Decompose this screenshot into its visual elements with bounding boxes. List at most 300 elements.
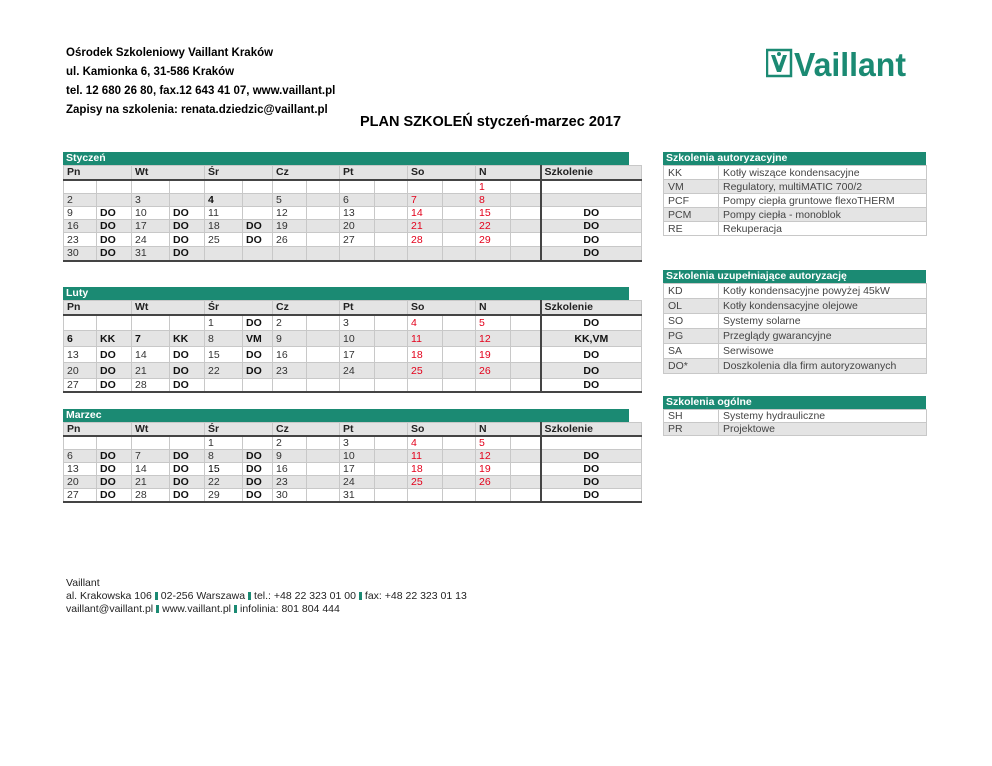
day-training-code: [443, 180, 476, 194]
day-number: [408, 247, 443, 261]
day-number: 20: [64, 363, 97, 379]
day-training-code: DO: [243, 363, 273, 379]
day-number: 1: [205, 436, 243, 450]
day-number: [408, 379, 443, 393]
day-number: 3: [340, 315, 375, 331]
training-header: Szkolenie: [541, 301, 642, 315]
day-number: [273, 180, 307, 194]
day-number: 21: [408, 220, 443, 233]
day-number: 16: [64, 220, 97, 233]
day-number: 24: [132, 233, 170, 247]
day-number: 5: [476, 436, 511, 450]
day-number: [205, 180, 243, 194]
day-training-code: DO: [97, 247, 132, 261]
day-training-code: DO: [243, 233, 273, 247]
weekday-header: Wt: [132, 423, 205, 437]
weekday-header: Pt: [340, 166, 408, 180]
legend-general: [663, 396, 926, 436]
day-number: 17: [340, 463, 375, 476]
day-number: [273, 247, 307, 261]
weekday-header: So: [408, 301, 476, 315]
day-training-code: [375, 315, 408, 331]
day-number: 26: [273, 233, 307, 247]
day-number: 19: [273, 220, 307, 233]
legend-description: Pompy ciepła gruntowe flexoTHERM: [719, 194, 927, 208]
day-number: [476, 489, 511, 503]
day-number: 21: [132, 363, 170, 379]
legend-title: Szkolenia ogólne: [663, 396, 926, 409]
day-training-code: DO: [243, 315, 273, 331]
legend-description: Regulatory, multiMATIC 700/2: [719, 180, 927, 194]
legend-row: [664, 344, 927, 359]
week-training: DO: [541, 379, 642, 393]
footer-phone: tel.: +48 22 323 01 00: [254, 590, 356, 602]
week-row: [64, 220, 642, 233]
legend-description: Kotły kondensacyjne olejowe: [719, 299, 927, 314]
week-training: DO: [541, 476, 642, 489]
day-training-code: DO: [170, 363, 205, 379]
day-number: 10: [340, 331, 375, 347]
day-number: 29: [205, 489, 243, 503]
weekday-header: Śr: [205, 166, 273, 180]
calendar-january: [63, 152, 629, 262]
day-training-code: [443, 347, 476, 363]
legend-code: DO*: [664, 359, 719, 374]
day-training-code: [307, 347, 340, 363]
day-training-code: [97, 315, 132, 331]
legend-code: PG: [664, 329, 719, 344]
day-number: 28: [408, 233, 443, 247]
day-number: 31: [132, 247, 170, 261]
day-number: 18: [408, 463, 443, 476]
legend-description: Systemy hydrauliczne: [719, 410, 927, 423]
weekday-header: Wt: [132, 301, 205, 315]
day-training-code: [307, 489, 340, 503]
day-number: 24: [340, 363, 375, 379]
day-training-code: [375, 436, 408, 450]
day-training-code: [443, 476, 476, 489]
day-training-code: DO: [170, 489, 205, 503]
day-training-code: [170, 180, 205, 194]
center-street: ul. Kamionka 6, 31-586 Kraków: [66, 66, 235, 78]
legend-description: Kotły wiszące kondensacyjne: [719, 166, 927, 180]
logo-wordmark: Vaillant: [794, 46, 906, 80]
weekday-header-row: [64, 166, 642, 180]
center-name: Ośrodek Szkoleniowy Vaillant Kraków: [66, 47, 274, 59]
day-training-code: [375, 463, 408, 476]
day-training-code: [243, 379, 273, 393]
day-training-code: DO: [97, 379, 132, 393]
legend-code: OL: [664, 299, 719, 314]
legend-description: Przeglądy gwarancyjne: [719, 329, 927, 344]
day-number: 23: [64, 233, 97, 247]
center-address-block: [66, 44, 335, 120]
day-number: 10: [132, 207, 170, 220]
day-training-code: [511, 436, 541, 450]
calendar-february: [63, 287, 629, 393]
day-training-code: [375, 379, 408, 393]
day-training-code: [511, 489, 541, 503]
day-training-code: [243, 194, 273, 207]
day-training-code: [443, 331, 476, 347]
day-number: 3: [132, 194, 170, 207]
week-training: DO: [541, 207, 642, 220]
calendar-march: [63, 409, 629, 503]
legend-code: SO: [664, 314, 719, 329]
day-training-code: [511, 347, 541, 363]
weekday-header: Cz: [273, 423, 340, 437]
day-number: 26: [476, 476, 511, 489]
day-training-code: DO: [97, 233, 132, 247]
day-number: 10: [340, 450, 375, 463]
day-training-code: [307, 379, 340, 393]
footer-address-line: [66, 590, 467, 603]
legend-code: RE: [664, 222, 719, 236]
day-number: 6: [340, 194, 375, 207]
day-training-code: KK: [97, 331, 132, 347]
legend-row: [664, 423, 927, 436]
day-training-code: [511, 463, 541, 476]
legend-row: [664, 180, 927, 194]
day-number: 16: [273, 463, 307, 476]
week-row: [64, 363, 642, 379]
weekday-header-row: [64, 301, 642, 315]
week-training: DO: [541, 489, 642, 503]
day-number: 9: [64, 207, 97, 220]
day-number: 6: [64, 331, 97, 347]
day-number: 4: [408, 315, 443, 331]
day-number: [408, 180, 443, 194]
day-number: 26: [476, 363, 511, 379]
day-training-code: DO: [170, 247, 205, 261]
day-number: 22: [205, 363, 243, 379]
day-training-code: DO: [170, 379, 205, 393]
weekday-header: So: [408, 423, 476, 437]
day-training-code: [97, 436, 132, 450]
day-training-code: [443, 379, 476, 393]
month-name: Styczeń: [63, 152, 629, 165]
day-number: 9: [273, 450, 307, 463]
week-row: [64, 194, 642, 207]
month-name: Marzec: [63, 409, 629, 422]
center-contact: tel. 12 680 26 80, fax.12 643 41 07, www.vaillant.pl: [66, 85, 336, 97]
day-number: 16: [273, 347, 307, 363]
day-training-code: [443, 363, 476, 379]
legend-row: [664, 314, 927, 329]
legend-description: Serwisowe: [719, 344, 927, 359]
day-number: 4: [408, 436, 443, 450]
footer-fax: fax: +48 22 323 01 13: [364, 590, 467, 602]
day-training-code: DO: [243, 450, 273, 463]
week-training: DO: [541, 247, 642, 261]
week-training: [541, 194, 642, 207]
day-number: 9: [273, 331, 307, 347]
day-number: [205, 379, 243, 393]
footer-email[interactable]: vaillant@vaillant.pl: [66, 603, 154, 615]
day-number: [273, 379, 307, 393]
day-training-code: [511, 233, 541, 247]
day-training-code: [511, 331, 541, 347]
day-number: 18: [408, 347, 443, 363]
day-training-code: DO: [170, 463, 205, 476]
day-training-code: VM: [243, 331, 273, 347]
day-number: 19: [476, 463, 511, 476]
day-number: 11: [205, 207, 243, 220]
day-number: 7: [132, 450, 170, 463]
weekday-header: Pt: [340, 301, 408, 315]
week-row: [64, 331, 642, 347]
legend-row: [664, 208, 927, 222]
weekday-header: Pn: [64, 423, 132, 437]
week-row: [64, 476, 642, 489]
day-number: 28: [132, 379, 170, 393]
weekday-header: Cz: [273, 301, 340, 315]
day-number: 24: [340, 476, 375, 489]
day-training-code: [375, 450, 408, 463]
day-number: 4: [205, 194, 243, 207]
legend-row: [664, 166, 927, 180]
day-number: 14: [132, 347, 170, 363]
weekday-header: Śr: [205, 423, 273, 437]
day-training-code: [443, 194, 476, 207]
day-number: 13: [64, 463, 97, 476]
legend-row: [664, 359, 927, 374]
day-number: 20: [64, 476, 97, 489]
legend-row: [664, 284, 927, 299]
day-training-code: [375, 489, 408, 503]
legend-description: Doszkolenia dla firm autoryzowanych: [719, 359, 927, 374]
day-training-code: [375, 247, 408, 261]
day-number: 8: [476, 194, 511, 207]
page-title: PLAN SZKOLEŃ styczeń-marzec 2017: [360, 114, 622, 130]
weekday-header: Pt: [340, 423, 408, 437]
week-training: KK,VM: [541, 331, 642, 347]
day-training-code: [511, 315, 541, 331]
day-number: 27: [64, 379, 97, 393]
day-training-code: [511, 220, 541, 233]
day-training-code: [443, 247, 476, 261]
day-training-code: [375, 363, 408, 379]
legend-row: [664, 194, 927, 208]
day-training-code: [511, 207, 541, 220]
day-number: 30: [273, 489, 307, 503]
footer-city: 02-256 Warszawa: [160, 590, 246, 602]
day-number: 1: [476, 180, 511, 194]
day-number: 12: [476, 450, 511, 463]
day-number: [340, 180, 375, 194]
weekday-header: So: [408, 166, 476, 180]
day-number: 15: [205, 347, 243, 363]
legend-description: Systemy solarne: [719, 314, 927, 329]
weekday-header: N: [476, 166, 541, 180]
footer-street: al. Krakowska 106: [66, 590, 152, 602]
footer-web-line: [66, 603, 467, 616]
day-number: 1: [205, 315, 243, 331]
day-training-code: DO: [243, 220, 273, 233]
day-training-code: KK: [170, 331, 205, 347]
week-training: [541, 180, 642, 194]
day-number: 22: [205, 476, 243, 489]
day-training-code: DO: [170, 476, 205, 489]
day-training-code: [307, 463, 340, 476]
day-number: 19: [476, 347, 511, 363]
day-training-code: [307, 315, 340, 331]
month-name: Luty: [63, 287, 629, 300]
day-training-code: [511, 450, 541, 463]
day-training-code: DO: [243, 347, 273, 363]
day-training-code: [375, 220, 408, 233]
day-training-code: DO: [170, 450, 205, 463]
legend-row: [664, 410, 927, 423]
day-training-code: DO: [97, 476, 132, 489]
week-row: [64, 180, 642, 194]
day-training-code: [307, 476, 340, 489]
day-training-code: DO: [243, 489, 273, 503]
day-number: 2: [64, 194, 97, 207]
day-training-code: DO: [97, 489, 132, 503]
legend-code: PR: [664, 423, 719, 436]
legend-code: VM: [664, 180, 719, 194]
week-row: [64, 436, 642, 450]
day-number: 5: [273, 194, 307, 207]
day-training-code: [375, 476, 408, 489]
day-training-code: DO: [97, 363, 132, 379]
day-training-code: [375, 347, 408, 363]
registration-email: Zapisy na szkolenia: renata.dziedzic@vaillant.pl: [66, 104, 328, 116]
day-training-code: [307, 247, 340, 261]
weekday-header: Pn: [64, 301, 132, 315]
day-number: [476, 247, 511, 261]
day-training-code: [375, 331, 408, 347]
day-number: [132, 436, 170, 450]
day-training-code: DO: [97, 450, 132, 463]
day-training-code: [511, 363, 541, 379]
legend-title: Szkolenia uzupełniające autoryzację: [663, 270, 926, 283]
legend-description: Pompy ciepła - monoblok: [719, 208, 927, 222]
day-number: [132, 180, 170, 194]
day-number: [64, 315, 97, 331]
day-number: 25: [408, 476, 443, 489]
footer-website[interactable]: www.vaillant.pl: [162, 603, 231, 615]
day-training-code: [307, 180, 340, 194]
day-training-code: [243, 247, 273, 261]
day-training-code: [511, 247, 541, 261]
week-row: [64, 247, 642, 261]
footer-hotline: infolinia: 801 804 444: [240, 603, 340, 615]
day-number: 12: [476, 331, 511, 347]
day-number: 11: [408, 331, 443, 347]
day-number: 27: [64, 489, 97, 503]
day-number: 15: [205, 463, 243, 476]
weekday-header: N: [476, 423, 541, 437]
day-training-code: DO: [97, 207, 132, 220]
day-number: 15: [476, 207, 511, 220]
footer: [66, 577, 467, 616]
day-training-code: DO: [170, 220, 205, 233]
day-training-code: [443, 436, 476, 450]
day-number: 5: [476, 315, 511, 331]
day-training-code: [443, 207, 476, 220]
day-number: 29: [476, 233, 511, 247]
day-number: 22: [476, 220, 511, 233]
week-training: DO: [541, 463, 642, 476]
legend-code: SA: [664, 344, 719, 359]
day-training-code: [443, 463, 476, 476]
day-training-code: [375, 207, 408, 220]
day-number: 25: [205, 233, 243, 247]
day-training-code: DO: [170, 233, 205, 247]
day-training-code: [307, 450, 340, 463]
week-row: [64, 233, 642, 247]
day-number: [64, 436, 97, 450]
week-row: [64, 315, 642, 331]
day-training-code: [97, 180, 132, 194]
day-training-code: [243, 180, 273, 194]
day-number: 17: [132, 220, 170, 233]
day-training-code: [307, 363, 340, 379]
legend-code: KD: [664, 284, 719, 299]
day-training-code: [307, 331, 340, 347]
day-number: 2: [273, 436, 307, 450]
weekday-header: Wt: [132, 166, 205, 180]
legend-title: Szkolenia autoryzacyjne: [663, 152, 926, 165]
weekday-header: Cz: [273, 166, 340, 180]
day-number: [340, 379, 375, 393]
day-number: 28: [132, 489, 170, 503]
day-number: [340, 247, 375, 261]
day-training-code: [443, 315, 476, 331]
day-training-code: [443, 220, 476, 233]
day-number: 8: [205, 450, 243, 463]
day-training-code: [307, 194, 340, 207]
day-number: 20: [340, 220, 375, 233]
day-number: 7: [132, 331, 170, 347]
day-number: 18: [205, 220, 243, 233]
day-training-code: [243, 436, 273, 450]
week-training: [541, 436, 642, 450]
day-training-code: [511, 194, 541, 207]
training-header: Szkolenie: [541, 166, 642, 180]
day-training-code: [443, 233, 476, 247]
day-number: 17: [340, 347, 375, 363]
day-training-code: [375, 233, 408, 247]
day-training-code: DO: [170, 347, 205, 363]
legend-code: PCM: [664, 208, 719, 222]
day-training-code: DO: [97, 220, 132, 233]
day-number: [476, 379, 511, 393]
day-training-code: [170, 315, 205, 331]
day-training-code: [511, 379, 541, 393]
weekday-header-row: [64, 423, 642, 437]
day-number: [132, 315, 170, 331]
week-row: [64, 450, 642, 463]
day-training-code: [307, 207, 340, 220]
day-number: 3: [340, 436, 375, 450]
day-number: 7: [408, 194, 443, 207]
day-training-code: [443, 450, 476, 463]
day-training-code: DO: [243, 463, 273, 476]
day-training-code: [170, 194, 205, 207]
week-row: [64, 489, 642, 503]
weekday-header: Pn: [64, 166, 132, 180]
day-training-code: [307, 233, 340, 247]
day-number: 30: [64, 247, 97, 261]
legend-code: SH: [664, 410, 719, 423]
day-number: 31: [340, 489, 375, 503]
weekday-header: Śr: [205, 301, 273, 315]
legend-row: [664, 222, 927, 236]
legend-code: PCF: [664, 194, 719, 208]
